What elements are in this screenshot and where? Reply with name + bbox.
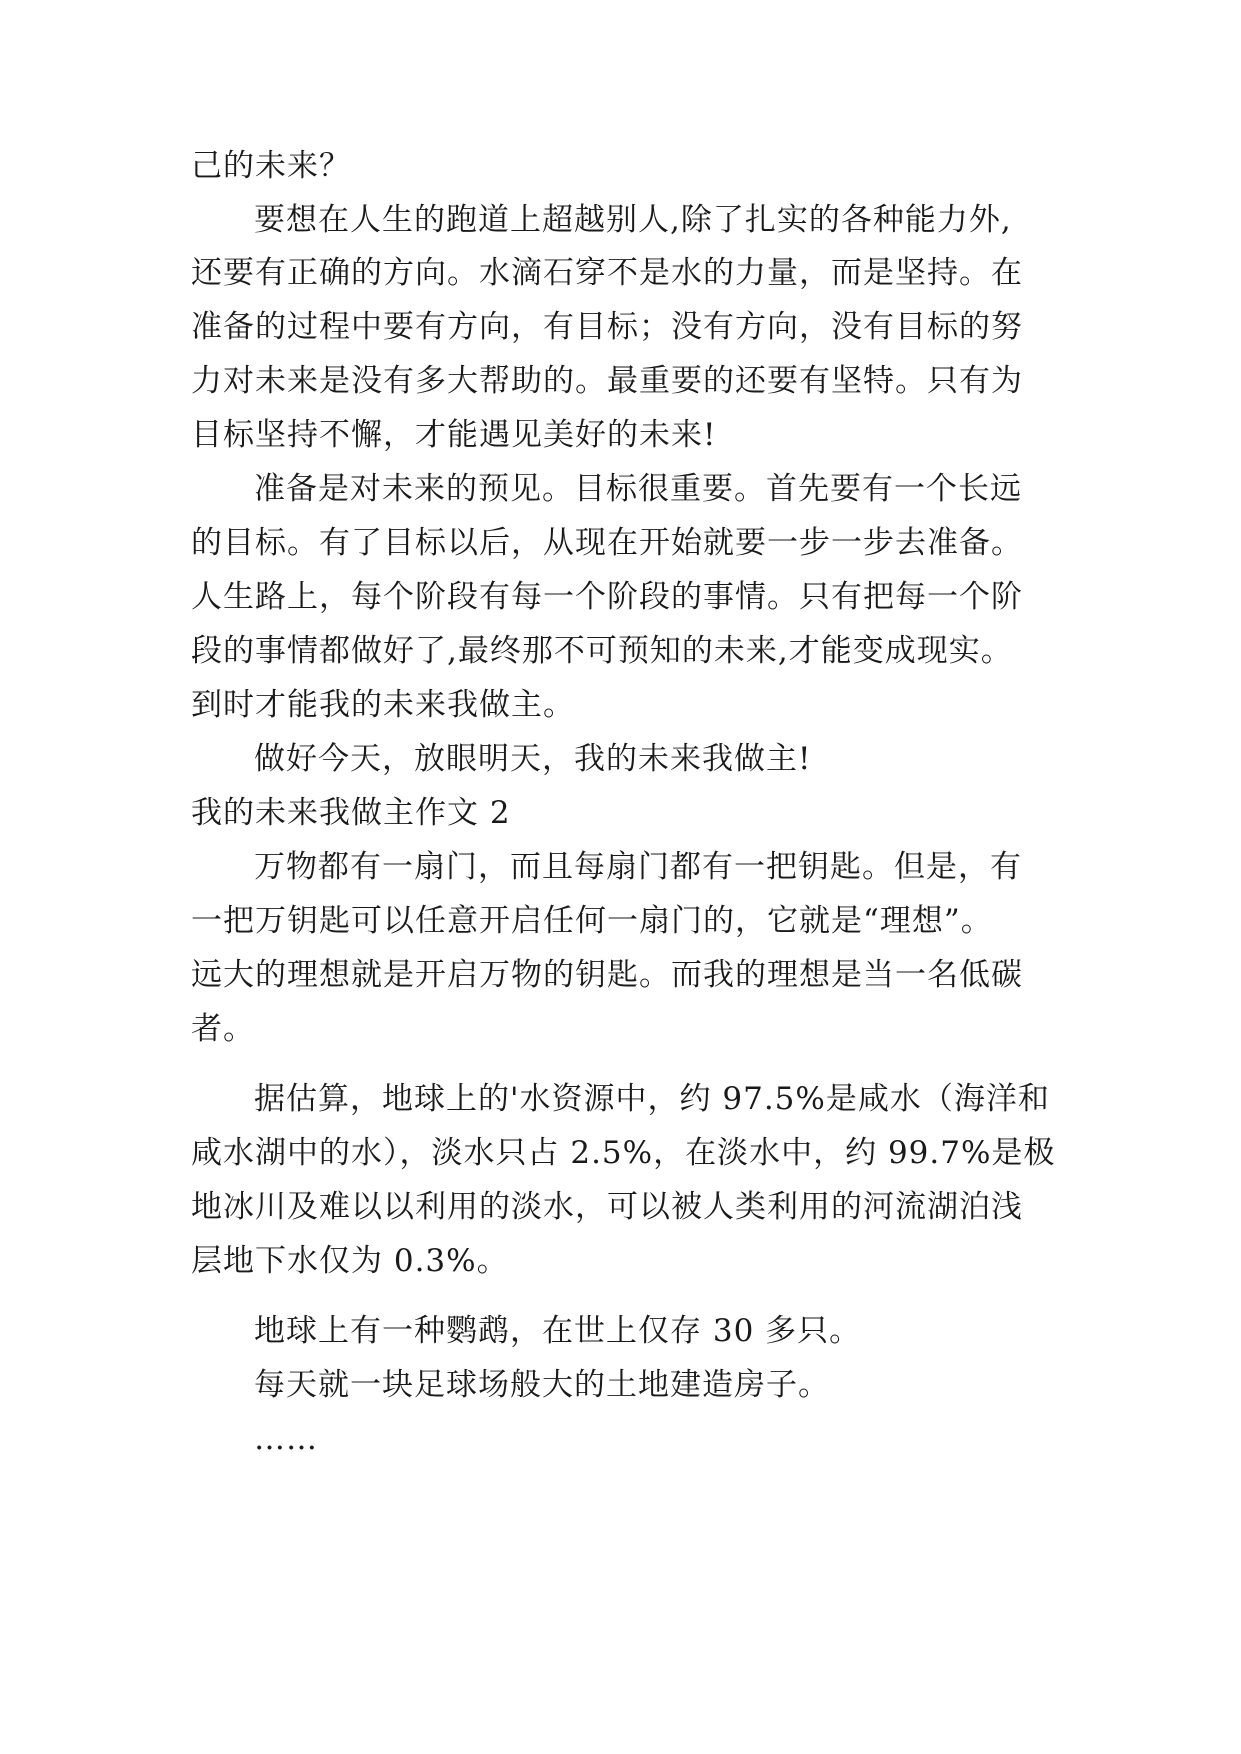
text-line: 人生路上，每个阶段有每一个阶段的事情。只有把每一个阶: [191, 579, 1023, 615]
text-line: 段的事情都做好了,最终那不可预知的未来,才能变成现实。: [191, 633, 1013, 669]
text-line: 己的未来？: [191, 148, 351, 184]
text-line: 力对未来是没有多大帮助的。最重要的还要有坚特。只有为: [191, 363, 1023, 399]
section-heading: 我的未来我做主作文 2: [191, 795, 511, 831]
paragraph-start: 要想在人生的跑道上超越别人,除了扎实的各种能力外,: [254, 202, 1012, 238]
paragraph-start: 据估算，地球上的'水资源中，约 97.5%是咸水（海洋和: [254, 1081, 1050, 1117]
text-line: 准备的过程中要有方向，有目标；没有方向，没有目标的努: [191, 309, 1023, 345]
paragraph-start: 万物都有一扇门，而且每扇门都有一把钥匙。但是，有: [254, 849, 1022, 885]
text-line: 地冰川及难以以利用的淡水，可以被人类利用的河流湖泊浅: [191, 1189, 1023, 1225]
ellipsis-line: ……: [254, 1421, 318, 1457]
text-line: 一把万钥匙可以任意开启任何一扇门的，它就是“理想”。: [191, 903, 993, 939]
paragraph-start: 做好今天，放眼明天，我的未来我做主!: [254, 741, 812, 777]
text-line: 到时才能我的未来我做主。: [191, 687, 575, 723]
paragraph-start: 每天就一块足球场般大的土地建造房子。: [254, 1367, 830, 1403]
text-line: 层地下水仅为 0.3%。: [191, 1243, 509, 1279]
text-line: 还要有正确的方向。水滴石穿不是水的力量，而是坚持。在: [191, 255, 1023, 291]
text-line: 咸水湖中的水），淡水只占 2.5%，在淡水中，约 99.7%是极: [191, 1135, 1056, 1171]
text-line: 者。: [191, 1011, 255, 1047]
text-line: 目标坚持不懈，才能遇见美好的未来!: [191, 417, 717, 453]
text-line: 的目标。有了目标以后，从现在开始就要一步一步去准备。: [191, 525, 1023, 561]
text-line: 远大的理想就是开启万物的钥匙。而我的理想是当一名低碳: [191, 957, 1023, 993]
paragraph-start: 地球上有一种鹦鹉，在世上仅存 30 多只。: [254, 1313, 862, 1349]
paragraph-start: 准备是对未来的预见。目标很重要。首先要有一个长远: [254, 471, 1022, 507]
